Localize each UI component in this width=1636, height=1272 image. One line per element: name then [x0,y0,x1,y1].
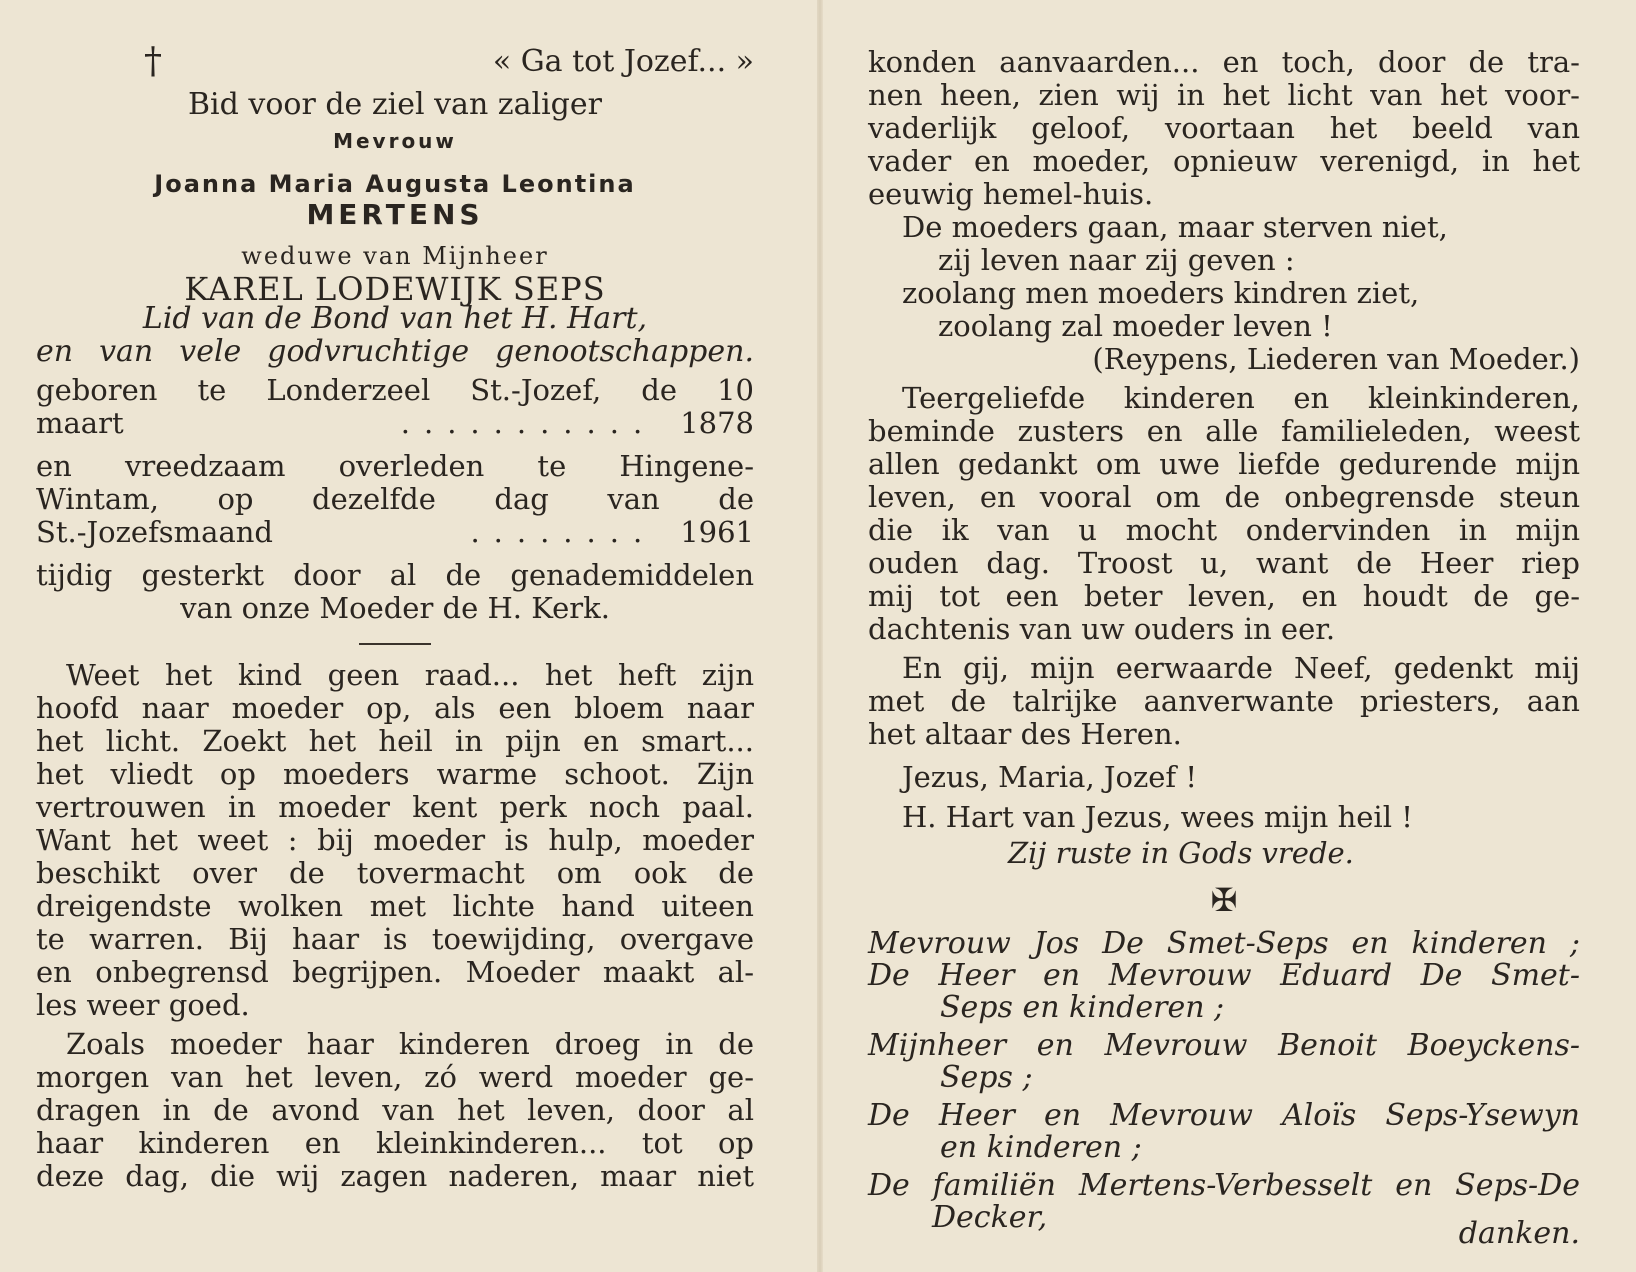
text-line: Teergeliefde kinderen en kleinkinderen, [902,381,1580,415]
card-fold [817,0,823,1272]
thanks-list [868,928,1580,1250]
death-line-3 [36,516,754,549]
thanks-line: De Heer en Mevrouw Aloïs Seps-Ysewyn [868,1098,1580,1133]
birth-line-2 [36,407,754,440]
poem-line: De moeders gaan, maar sterven niet, [902,210,1448,244]
poem-line: zoolang men moeders kindren ziet, [902,276,1420,310]
widow-of: weduwe van Mijnheer [241,242,549,270]
text-line: haar kinderen en kleinkinderen... tot op [36,1126,754,1160]
surname: MERTENS [306,198,484,231]
motto: « Ga tot Jozef... » [492,44,754,79]
dot-leader: ........ [470,516,657,549]
left-panel [36,38,754,1193]
thanks-line: De Heer en Mevrouw Eduard De Smet- [868,958,1580,993]
sacraments-line-2: van onze Moeder de H. Kerk. [180,591,610,625]
thanks-closing [868,1202,1580,1250]
danken: danken. [1458,1216,1580,1251]
text-line: En gij, mijn eerwaarde Neef, gedenkt mij [902,651,1580,685]
text-line: konden aanvaarden... en toch, door de tra- [868,45,1580,79]
birth-line-1: geboren te Londerzeel St.-Jozef, de 10 [36,373,754,407]
paragraph-mother [36,659,754,1022]
text-line: dreigendste wolken met lichte hand uiteen [36,889,754,923]
husband-name: KAREL LODEWIJK SEPS [184,270,606,308]
text-line: deze dag, die wij zagen naderen, maar niet [36,1159,754,1193]
title-mevrouw: Mevrouw [333,129,457,153]
right-panel [868,46,1580,1250]
text-line: hoofd naar moeder op, als een bloem naar [36,691,754,725]
given-names: Joanna Maria Augusta Leontina [154,170,636,198]
death-year: 1961 [680,515,754,549]
text-line: die ik van u mocht ondervinden in mijn [868,513,1580,547]
text-line: mij tot een beter leven, en houdt de ge- [868,579,1580,613]
text-line: dragen in de avond van het leven, door al [36,1093,754,1127]
text-line: Want het weet : bij moeder is hulp, moeder [36,823,754,857]
text-line: vader en moeder, opnieuw verenigd, in het [868,144,1580,178]
text-line: Zoals moeder haar kinderen droeg in de [66,1027,754,1061]
birth-year: 1878 [680,406,754,440]
paragraph-continued [868,46,1580,211]
thanks-line: De familiën Mertens-Verbesselt en Seps-De [868,1168,1580,1203]
header-row [36,38,754,86]
thanks-line: Decker, [932,1200,1048,1235]
thanks-line: en kinderen ; [940,1130,1142,1165]
thanks-line: Mijnheer en Mevrouw Benoit Boeyckens- [868,1028,1580,1063]
text-line: te warren. Bij haar is toewijding, overgave [36,922,754,956]
text-line: eeuwig hemel-huis. [868,177,1154,211]
sacraments-line-1: tijdig gesterkt door al de genademiddelen [36,558,754,592]
text-line: het vliedt op moeders warme schoot. Zijn [36,757,754,791]
text-line: beminde zusters en alle familieleden, weest [868,414,1580,448]
text-line: het licht. Zoekt het heil in pijn en smart... [36,724,754,758]
text-line: vaderlijk geloof, voortaan het beeld van [868,111,1580,145]
cross-icon: † [144,41,162,82]
invocation-1: Jezus, Maria, Jozef ! [902,760,1198,794]
death-line-2: Wintam, op dezelfde dag van de [36,482,754,516]
poem-line: zij leven naar zij geven : [938,243,1295,277]
membership-line-1: Lid van de Bond van het H. Hart, [142,301,648,336]
death-month: St.-Jozefsmaand [36,515,273,549]
text-line: Weet het kind geen raad... het heft zijn [66,658,754,692]
text-line: dachtenis van uw ouders in eer. [868,612,1336,646]
text-line: en onbegrensd begrijpen. Moeder maakt al- [36,955,754,989]
birth-month: maart [36,406,124,440]
dot-leader: ........... [400,407,657,440]
invocation-2: H. Hart van Jezus, wees mijn heil ! [902,800,1413,834]
poem-line: zoolang zal moeder leven ! [938,309,1333,343]
paragraph-thanks-family [868,382,1580,646]
poem [868,211,1580,376]
text-line: ouden dag. Troost u, want de Heer riep [868,546,1580,580]
text-line: beschikt over de tovermacht om ook de [36,856,754,890]
prayer-request: Bid voor de ziel van zaliger [188,87,602,122]
text-line: het altaar des Heren. [868,717,1182,751]
text-line: nen heen, zien wij in het licht van het voor- [868,78,1580,112]
thanks-line: Seps en kinderen ; [940,990,1225,1025]
text-line: morgen van het leven, zó werd moeder ge- [36,1060,754,1094]
death-line-1: en vreedzaam overleden te Hingene- [36,449,754,483]
text-line: met de talrijke aanverwante priesters, aan [868,684,1580,718]
thanks-line: Seps ; [940,1060,1033,1095]
poem-source: (Reypens, Liederen van Moeder.) [1092,342,1580,376]
rest-in-peace: Zij ruste in Gods vrede. [1008,836,1354,870]
paragraph-carried [36,1028,754,1193]
membership-line-2: en van vele godvruchtige genootschappen. [36,334,754,369]
text-line: leven, en vooral om de onbegrensde steun [868,480,1580,514]
text-line: vertrouwen in moeder kent perk noch paal. [36,790,754,824]
thanks-line: Mevrouw Jos De Smet-Seps en kinderen ; [868,926,1580,961]
paragraph-nephew [868,652,1580,751]
maltese-cross-icon: ✠ [1210,881,1238,919]
text-line: les weer goed. [36,988,250,1022]
text-line: allen gedankt om uwe liefde gedurende mijn [868,447,1580,481]
divider [359,643,431,645]
